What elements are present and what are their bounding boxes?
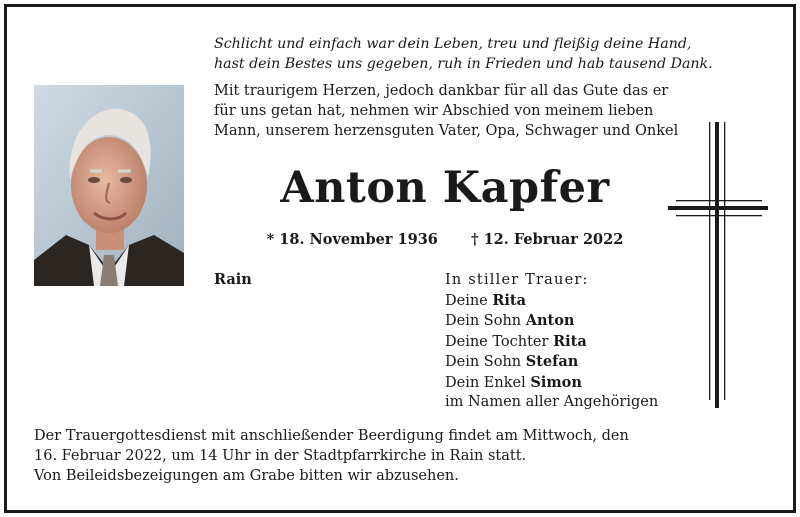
intro-line: für uns getan hat, nehmen wir Abschied von meinem lieben [214,103,654,119]
memorial-verse [214,34,774,74]
portrait-photo [34,85,184,286]
mourner-entry [445,373,658,394]
mourner-relation: Dein Enkel [445,374,531,391]
birth-date: * 18. November 1936 [266,231,438,248]
verse-line: Schlicht und einfach war dein Leben, treu und fleißig deine Hand, [214,36,692,52]
mourner-name: Simon [530,373,582,391]
intro-line: Mann, unserem herzensguten Vater, Opa, Schwager und Onkel [214,123,679,139]
mourner-relation: Deine [445,292,493,309]
mourner-name: Rita [553,332,587,350]
footer-line: Von Beileidsbezeigungen am Grabe bitten wir abzusehen. [34,468,459,484]
mourner-entry [445,311,658,332]
footer-line: Der Trauergottesdienst mit anschließender Beerdigung findet am Mittwoch, den [34,428,629,444]
mourners-list [445,271,658,413]
mourner-name: Anton [525,312,575,329]
mourner-relation: Dein Sohn [445,354,526,370]
mourner-entry [445,291,658,312]
deceased-name: Anton Kapfer [280,163,610,213]
mourner-name: Rita [492,291,527,309]
place-name: Rain [214,271,252,288]
mourner-name: Stefan [525,353,579,370]
cross-icon [668,122,768,408]
mourners-header: In stiller Trauer: [445,272,589,288]
intro-text [214,81,714,141]
mourners-closing: im Namen aller Angehörigen [445,394,659,410]
mourner-relation: Deine Tochter [445,333,554,350]
mourner-entry [445,352,658,373]
death-date: † 12. Februar 2022 [470,231,624,248]
mourner-entry [445,332,658,353]
verse-line: hast dein Bestes uns gegeben, ruh in Frieden und hab tausend Dank. [214,56,713,72]
footer-line: 16. Februar 2022, um 14 Uhr in der Stadtpfarrkirche in Rain statt. [34,448,527,464]
life-dates [200,231,690,248]
mourner-relation: Dein Sohn [445,313,526,329]
intro-line: Mit traurigem Herzen, jedoch dankbar für all das Gute das er [214,83,669,99]
service-info [34,426,774,486]
